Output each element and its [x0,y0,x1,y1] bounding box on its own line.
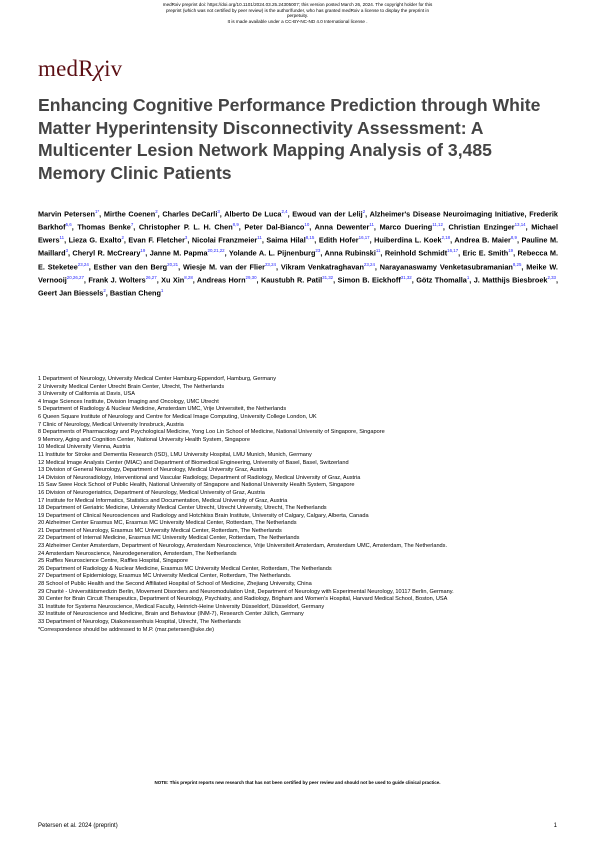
author-name: Anna Dewenter [314,222,370,232]
author-affiliation-ref[interactable]: 23,24 [77,261,89,267]
author-name: Meike W. Vernooij [38,261,558,285]
affiliation-item: 28 School of Public Health and the Second Affiliated Hospital of School of Medicine, Zhejiang University, China [38,581,312,588]
affiliation-item: 30 Center for Brain Circuit Therapeutics, Department of Neurology, Psychiatry, and Radiology, Brigham and Women's Hospital, Harvard Medical School, Boston, USA [38,596,448,603]
author-affiliation-ref[interactable]: 31,32 [322,274,334,280]
affiliation-item: 33 Department of Neurology, Diakonessenhuis Hospital, Utrecht, The Netherlands [38,619,241,625]
author-name: Wiesje M. van der Flier [183,261,265,271]
affiliation-item: 18 Department of Geriatric Medicine, University Medical Center Utrecht, Utrecht University, Utrecht, The Netherlands [38,505,327,512]
author-affiliation-ref[interactable]: 23 [315,248,321,254]
affiliation-item: 5 Department of Radiology & Nuclear Medicine, Amsterdam UMC, Vrije Universiteit, the Netherlands [38,406,287,413]
author-name: Janne M. Papma [149,248,208,258]
author-name: Anna Rubinski [324,248,376,258]
author-name: Lieza G. Exalto [68,235,122,245]
author-name: J. Matthijs Biesbroek [473,275,548,285]
affiliation-item: 7 Clinic of Neurology, Medical University Innsbruck, Austria [38,421,184,428]
author-affiliation-ref[interactable]: 3 [184,235,188,241]
author-affiliation-ref[interactable]: 1* [95,209,100,214]
author-affiliation-ref[interactable]: 7 [130,222,134,228]
affiliation-item: 29 Charité - Universitätsmedizin Berlin, Movement Disorders and Neuromodulation Unit, Department of Neurology with Experimental Neurology, 10117 Berlin, Germany. [38,588,454,595]
author-affiliation-ref[interactable]: 3 [65,248,69,254]
peer-review-note: NOTE: This preprint reports new research that has not been certified by peer review and should not be used to guide clinical practice. [154,780,441,785]
affiliation-item: 1 Department of Neurology, University Medical Center Hamburg-Eppendorf, Hamburg, Germany [38,376,277,382]
author-affiliation-ref[interactable]: 20,21,22 [207,248,225,254]
affiliation-item: 15 Saw Swee Hock School of Public Health, National University of Singapore and National University Health System, Singapore [38,482,355,489]
author-name: Xu Xin [161,275,185,285]
affiliation-list [38,376,562,634]
author-name: Yolande A. L. Pijnenburg [228,248,316,258]
author-name: Huiberdina L. Koek [374,235,442,245]
author-list: Marvin Petersen$^{1*}$, Mirthe Coenen$^2$, Charles DeCarli$^3$, Alberto De Luca$^{2,4}$, Ewoud van der Lelij$^2$, Alzheimer's Disease Neuroimaging Initiative, Frederik Barkhof$^{5,6}$, Thomas Benke$^7$, Christopher P. L. H. Chen$^{8,9}$, Peter Dal-Bianco$^{10}$, Anna Dewenter$^{11}$, Marco Duering$^{11,12}$, Christian Enzinger$^{13,14}$, Michael Ewers$^{11}$, Lieza G. Exalto$^2$, Evan F. Fletcher$^3$, Nicolai Franzmeier$^{11}$, Saima Hilal$^{8,15}$, Edith Hofer$^{16,17}$, Huiberdina L. Koek$^{2,18}$, Andrea B. Maier$^{8,9}$, Pauline M. Maillard$^3$, Cheryl R. McCreary$^{19}$, Janne M. Papma$^{20,21,22}$, Yolande A. L. Pijnenburg$^{23}$, Anna Rubinski$^{11}$, Reinhold Schmidt$^{16,17}$, Eric E. Smith$^{19}$, Rebecca M. E. Steketee$^{23,24}$, Esther van den Berg$^{20,21}$, Wiesje M. van der Flier$^{23,24}$, Vikram Venkatraghavan$^{23,24}$, Narayanaswamy Venketasubramanian$^{8,25}$, Meike W. Vernooij$^{20,26,27}$, Frank J. Wolters$^{26,27}$, Xu Xin$^{8,28}$, Andreas Horn$^{29,30}$, Kaustubh R. Patil$^{31,32}$, Simon B. Eickhoff$^{31,32}$, Götz Thomalla$^1$, J. Matthijs Biesbroek$^{2,33}$, Geert Jan Biessels$^2$, Bastian Cheng$^1$ [38,209,559,298]
affiliation-item: 14 Division of Neuroradiology, Interventional and Vascular Radiology, Department of Radiology, Medical University of Graz, Austria [38,474,361,481]
author-name: Narayanaswamy Venketasubramanian [379,261,513,271]
affiliation-item: 9 Memory, Aging and Cognition Center, National University Health System, Singapore [38,436,250,443]
author-affiliation-ref[interactable]: 19 [140,248,146,254]
author-affiliation-ref[interactable]: 20,21 [167,261,179,267]
author-name: Reinhold Schmidt [384,248,448,258]
affiliation-item: 19 Department of Clinical Neurosciences and Radiology and Hotchkiss Brain Institute, University of Calgary, Calgary, Alberta, Canada [38,512,369,519]
author-name: Bastian Cheng [109,288,161,298]
author-affiliation-ref[interactable]: 23,24 [363,261,375,267]
correspondence-note: *Correspondence should be addressed to M.P. (mar.petersen@uke.de) [38,626,214,633]
affiliation-item: 2 University Medical Center Utrecht Brain Center, Utrecht, The Netherlands [38,383,225,390]
author-name: Evan F. Fletcher [128,235,185,245]
affiliation-item: 4 Image Sciences Institute, Division Imaging and Oncology, UMC Utrecht [38,398,219,405]
author-name: Marco Duering [379,222,433,232]
author-affiliation-ref[interactable]: 29,30 [245,274,257,280]
banner-line-4: It is made available under a CC-BY-NC-ND 4.0 International license . [227,18,368,24]
author-name: Edith Hofer [318,235,359,245]
author-name: Saima Hilal [266,235,306,245]
affiliation-item: 3 University of California at Davis, USA [38,391,135,398]
author-name: Christian Enzinger [448,222,515,232]
author-affiliation-ref[interactable]: 5,6 [65,222,72,228]
author-name: Pauline M. Maillard [38,235,559,258]
author-name: Andreas Horn [196,275,246,285]
author-name: Andrea B. Maier [454,235,511,245]
affiliation-item: 25 Raffles Neuroscience Centre, Raffles Hospital, Singapore [38,558,188,565]
affiliation-item: 11 Institute for Stroke and Dementia Research (ISD), LMU University Hospital, LMU Munich, Munich, Germany [38,451,312,458]
author-affiliation-ref[interactable]: 8,9 [510,235,517,241]
author-affiliation-ref[interactable]: 2,33 [547,274,556,280]
affiliation-item: 22 Department of Internal Medicine, Erasmus MC University Medical Center, Rotterdam, The Netherlands [38,535,300,542]
affiliation-item: 16 Division of Neurogeriatrics, Department of Neurology, Medical University of Graz, Austria [38,489,265,496]
author-affiliation-ref[interactable]: 11 [257,235,262,241]
author-affiliation-ref[interactable]: 8,9 [232,222,239,228]
author-affiliation-ref[interactable]: 16,17 [447,248,459,254]
author-affiliation-ref[interactable]: 2,18 [441,235,451,241]
medrxiv-logo [38,56,122,82]
author-affiliation-ref[interactable]: 8,15 [305,235,315,241]
author-name: Frederik Barkhof [38,209,558,232]
author-affiliation-ref[interactable]: 11,12 [432,222,443,228]
author-name: Vikram Venkatraghavan [280,261,364,271]
author-affiliation-ref[interactable]: 10 [304,222,310,228]
author-name: Esther van den Berg [93,261,168,271]
affiliation-item: 8 Departments of Pharmacology and Psychological Medicine, Yong Loo Lin School of Medicine, National University of Singapore, Singapore [38,429,385,436]
author-affiliation-ref[interactable]: 16,17 [358,235,370,241]
author-affiliation-ref[interactable]: 8,28 [184,274,193,280]
affiliation-item: 6 Queen Square Institute of Neurology and Centre for Medical Image Computing, University College London, UK [38,413,317,420]
author-name: Rebecca M. E. Steketee [38,248,558,271]
author-name: Christopher P. L. H. Chen [138,222,233,232]
logo-chi: χ [93,56,105,81]
preprint-banner [0,2,595,24]
affiliation-item: 20 Alzheimer Center Erasmus MC, Erasmus MC University Medical Center, Rotterdam, The Netherlands [38,520,297,527]
author-affiliation-ref[interactable]: 2 [121,235,124,241]
author-affiliation-ref[interactable]: 13,14 [514,222,526,228]
author-name: Geert Jan Biessels [38,288,104,298]
author-affiliation-ref[interactable]: 19 [508,248,514,254]
affiliation-item: 24 Amsterdam Neuroscience, Neurodegeneration, Amsterdam, The Netherlands [38,550,237,557]
author-affiliation-ref[interactable]: 1 [160,287,164,293]
author-name: Mirthe Coenen [103,209,156,219]
author-name: Simon B. Eickhoff [337,275,401,285]
footer-citation: Petersen et al. 2024 (preprint) [38,823,118,829]
author-name: Götz Thomalla [416,275,467,285]
affiliation-item: 32 Institute of Neuroscience and Medicine, Brain and Behaviour (INM-7), Research Center Jülich, Germany [38,611,304,618]
author-name: Peter Dal-Bianco [244,222,305,232]
paper-title: Enhancing Cognitive Performance Prediction through White Matter Hyperintensity Disconnectivity Assessment: A Multicenter Lesion Network Mapping Analysis of 3,485 Memory Clinic Patients [38,95,541,183]
author-affiliation-ref[interactable]: 2 [362,209,366,214]
affiliation-item: 13 Division of General Neurology, Department of Neurology, Medical University Graz, Austria [38,467,268,474]
affiliation-item: 27 Department of Epidemiology, Erasmus MC University Medical Center, Rotterdam, The Netherlands. [38,573,292,580]
author-name: Charles DeCarli [162,209,218,219]
author-affiliation-ref[interactable]: 23,24 [264,261,276,267]
author-affiliation-ref[interactable]: 2,4 [281,209,288,214]
page-number: 1 [553,823,557,829]
author-affiliation-ref[interactable]: 11 [369,222,374,228]
author-name: Alzheimer's Disease Neuroimaging Initiative [369,209,525,219]
affiliation-item: 31 Institute for Systems Neuroscience, Medical Faculty, Heinrich-Heine University Düsseldorf, Düsseldorf, Germany [38,603,325,610]
logo-main: medR [38,56,94,81]
author-name: Alberto De Luca [224,209,282,219]
affiliation-item: 21 Department of Neurology, Erasmus MC University Medical Center, Rotterdam, The Netherlands [38,527,282,534]
affiliation-item: 23 Alzheimer Center Amsterdam, Department of Neurology, Amsterdam Neuroscience, Vrije Universiteit Amsterdam, Amsterdam UMC, Amsterdam, The Netherlands. [38,543,448,550]
author-name: Michael Ewers [38,222,558,245]
author-affiliation-ref[interactable]: 8,25 [512,261,522,267]
author-name: Thomas Benke [77,222,131,232]
affiliation-item: 17 Institute for Medical Informatics, Statistics and Documentation, Medical University of Graz, Austria [38,497,288,504]
author-affiliation-ref[interactable]: 3 [217,209,220,214]
banner-line-3: perpetuity. [286,13,309,19]
author-name: Ewoud van der Lelij [292,209,363,219]
author-name: Marvin Petersen [38,209,96,219]
banner-line-1: medRxiv preprint doi: https://doi.org/10.1101/2024.03.25.24305007; this version posted March 26, 2024. The copyright holder for this [162,2,433,7]
affiliation-item: 10 Medical University Vienna, Austria [38,444,131,451]
logo-end: iv [104,56,123,81]
author-affiliation-ref[interactable]: 26,27 [145,274,157,280]
author-affiliation-ref[interactable]: 11 [59,235,65,241]
affiliation-item: 26 Department of Radiology & Nuclear Medicine, Erasmus MC University Medical Center, Rotterdam, The Netherlands [38,565,332,572]
author-name: Eric E. Smith [462,248,509,258]
author-affiliation-ref[interactable]: 2 [103,287,106,293]
banner-line-2: preprint (which was not certified by peer review) is the author/funder, who has granted medRxiv a license to display the preprint in [166,7,429,13]
affiliation-item: 12 Medical Image Analysis Center (MIAC) and Department of Biomedical Engineering, University of Basel, Basel, Switzerland [38,459,349,466]
author-affiliation-ref[interactable]: 31,32 [400,274,412,280]
author-name: Frank J. Wolters [88,275,146,285]
author-name: Cheryl R. McCreary [72,248,141,258]
author-affiliation-ref[interactable]: 11 [375,248,381,254]
author-name: Kaustubh R. Patil [260,275,323,285]
author-affiliation-ref[interactable]: 2 [155,209,158,214]
author-affiliation-ref[interactable]: 20,26,27 [66,274,84,280]
author-name: Nicolai Franzmeier [191,235,258,245]
author-affiliation-ref[interactable]: 1 [466,274,470,280]
